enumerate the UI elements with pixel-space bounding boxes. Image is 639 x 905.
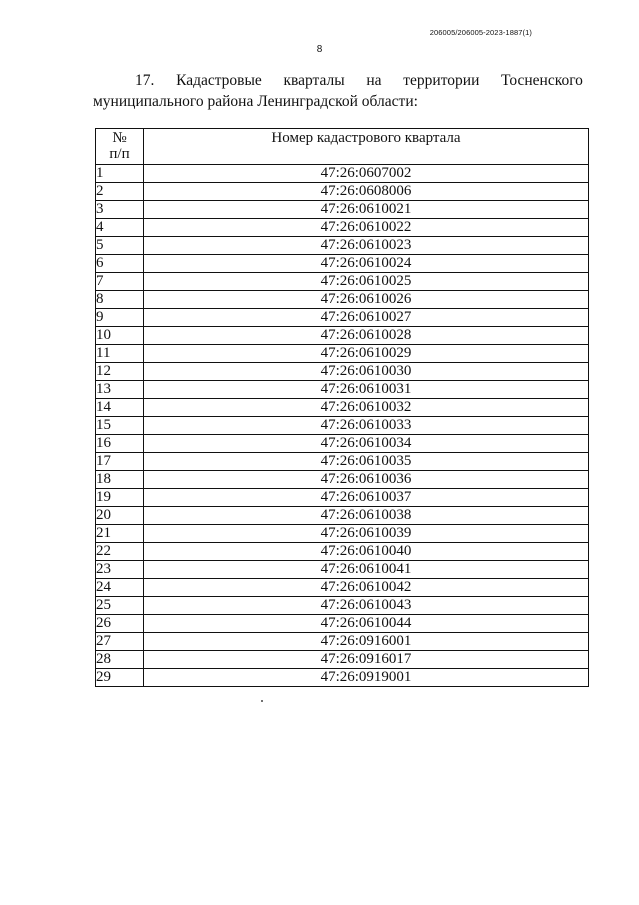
heading-word: кварталы xyxy=(283,72,345,89)
row-number-cell: 18 xyxy=(96,471,144,489)
table-row xyxy=(96,291,589,309)
row-number-cell: 11 xyxy=(96,345,144,363)
cadastral-quarters-table xyxy=(95,128,589,687)
heading-word: Кадастровые xyxy=(176,72,262,89)
cadastral-number-cell: 47:26:0919001 xyxy=(144,669,589,687)
row-number-cell: 28 xyxy=(96,651,144,669)
header-row-number-label: № п/п xyxy=(109,130,130,162)
heading-word: Тосненского xyxy=(501,72,583,89)
row-number-cell: 15 xyxy=(96,417,144,435)
cadastral-number-cell: 47:26:0610032 xyxy=(144,399,589,417)
table-row xyxy=(96,489,589,507)
cadastral-number-cell: 47:26:0610023 xyxy=(144,237,589,255)
cadastral-number-cell: 47:26:0610027 xyxy=(144,309,589,327)
cadastral-number-cell: 47:26:0610040 xyxy=(144,543,589,561)
section-heading xyxy=(93,70,583,112)
cadastral-number-cell: 47:26:0607002 xyxy=(144,165,589,183)
cadastral-number-cell: 47:26:0608006 xyxy=(144,183,589,201)
table-row xyxy=(96,327,589,345)
row-number-cell: 2 xyxy=(96,183,144,201)
row-number-cell: 20 xyxy=(96,507,144,525)
row-number-cell: 7 xyxy=(96,273,144,291)
row-number-cell: 12 xyxy=(96,363,144,381)
cadastral-number-cell: 47:26:0610035 xyxy=(144,453,589,471)
cadastral-number-cell: 47:26:0610036 xyxy=(144,471,589,489)
table-row xyxy=(96,219,589,237)
table-row xyxy=(96,615,589,633)
row-number-cell: 3 xyxy=(96,201,144,219)
table-row xyxy=(96,507,589,525)
table-row xyxy=(96,435,589,453)
table-row xyxy=(96,183,589,201)
cadastral-number-cell: 47:26:0610031 xyxy=(144,381,589,399)
row-number-cell: 29 xyxy=(96,669,144,687)
row-number-cell: 21 xyxy=(96,525,144,543)
row-number-cell: 1 xyxy=(96,165,144,183)
table-row xyxy=(96,201,589,219)
cadastral-number-cell: 47:26:0610022 xyxy=(144,219,589,237)
table-body xyxy=(96,165,589,687)
table-row xyxy=(96,345,589,363)
cadastral-number-cell: 47:26:0610024 xyxy=(144,255,589,273)
cadastral-number-cell: 47:26:0610026 xyxy=(144,291,589,309)
table-row xyxy=(96,165,589,183)
cadastral-number-cell: 47:26:0610028 xyxy=(144,327,589,345)
cadastral-number-cell: 47:26:0610037 xyxy=(144,489,589,507)
table-row xyxy=(96,381,589,399)
row-number-cell: 19 xyxy=(96,489,144,507)
header-row-number xyxy=(96,129,144,165)
row-number-cell: 13 xyxy=(96,381,144,399)
heading-word: 17. xyxy=(135,72,155,89)
cadastral-number-cell: 47:26:0610043 xyxy=(144,597,589,615)
heading-line-1 xyxy=(93,70,583,91)
table-row xyxy=(96,363,589,381)
row-number-cell: 16 xyxy=(96,435,144,453)
row-number-cell: 10 xyxy=(96,327,144,345)
row-number-cell: 17 xyxy=(96,453,144,471)
row-number-cell: 27 xyxy=(96,633,144,651)
cadastral-number-cell: 47:26:0610039 xyxy=(144,525,589,543)
row-number-cell: 14 xyxy=(96,399,144,417)
row-number-cell: 26 xyxy=(96,615,144,633)
cadastral-number-cell: 47:26:0610029 xyxy=(144,345,589,363)
document-id: 206005/206005-2023-1887(1) xyxy=(429,28,532,37)
cadastral-number-cell: 47:26:0610042 xyxy=(144,579,589,597)
cadastral-number-cell: 47:26:0610034 xyxy=(144,435,589,453)
table-row xyxy=(96,237,589,255)
cadastral-number-cell: 47:26:0610033 xyxy=(144,417,589,435)
table-row xyxy=(96,633,589,651)
row-number-cell: 23 xyxy=(96,561,144,579)
table-row xyxy=(96,669,589,687)
row-number-cell: 8 xyxy=(96,291,144,309)
table-row xyxy=(96,453,589,471)
page-number: 8 xyxy=(316,44,323,55)
cadastral-number-cell: 47:26:0610030 xyxy=(144,363,589,381)
cadastral-number-cell: 47:26:0610044 xyxy=(144,615,589,633)
row-number-cell: 25 xyxy=(96,597,144,615)
table-row xyxy=(96,651,589,669)
table-row xyxy=(96,255,589,273)
row-number-cell: 22 xyxy=(96,543,144,561)
header-cadastral-number: Номер кадастрового квартала xyxy=(144,129,589,165)
heading-line-2: муниципального района Ленинградской области: xyxy=(93,93,418,110)
table-row xyxy=(96,273,589,291)
row-number-cell: 4 xyxy=(96,219,144,237)
table-row xyxy=(96,471,589,489)
cadastral-number-cell: 47:26:0610038 xyxy=(144,507,589,525)
table-row xyxy=(96,417,589,435)
cadastral-number-cell: 47:26:0916017 xyxy=(144,651,589,669)
row-number-cell: 24 xyxy=(96,579,144,597)
row-number-cell: 9 xyxy=(96,309,144,327)
cadastral-number-cell: 47:26:0610041 xyxy=(144,561,589,579)
heading-word: территории xyxy=(403,72,480,89)
table-row xyxy=(96,597,589,615)
table-row xyxy=(96,543,589,561)
table-row xyxy=(96,309,589,327)
table-row xyxy=(96,579,589,597)
table-row xyxy=(96,561,589,579)
heading-word: на xyxy=(366,72,382,89)
row-number-cell: 5 xyxy=(96,237,144,255)
row-number-cell: 6 xyxy=(96,255,144,273)
cadastral-number-cell: 47:26:0610021 xyxy=(144,201,589,219)
table-row xyxy=(96,525,589,543)
cadastral-number-cell: 47:26:0610025 xyxy=(144,273,589,291)
stray-mark xyxy=(261,700,263,702)
table-header-row xyxy=(96,129,589,165)
table-row xyxy=(96,399,589,417)
cadastral-number-cell: 47:26:0916001 xyxy=(144,633,589,651)
